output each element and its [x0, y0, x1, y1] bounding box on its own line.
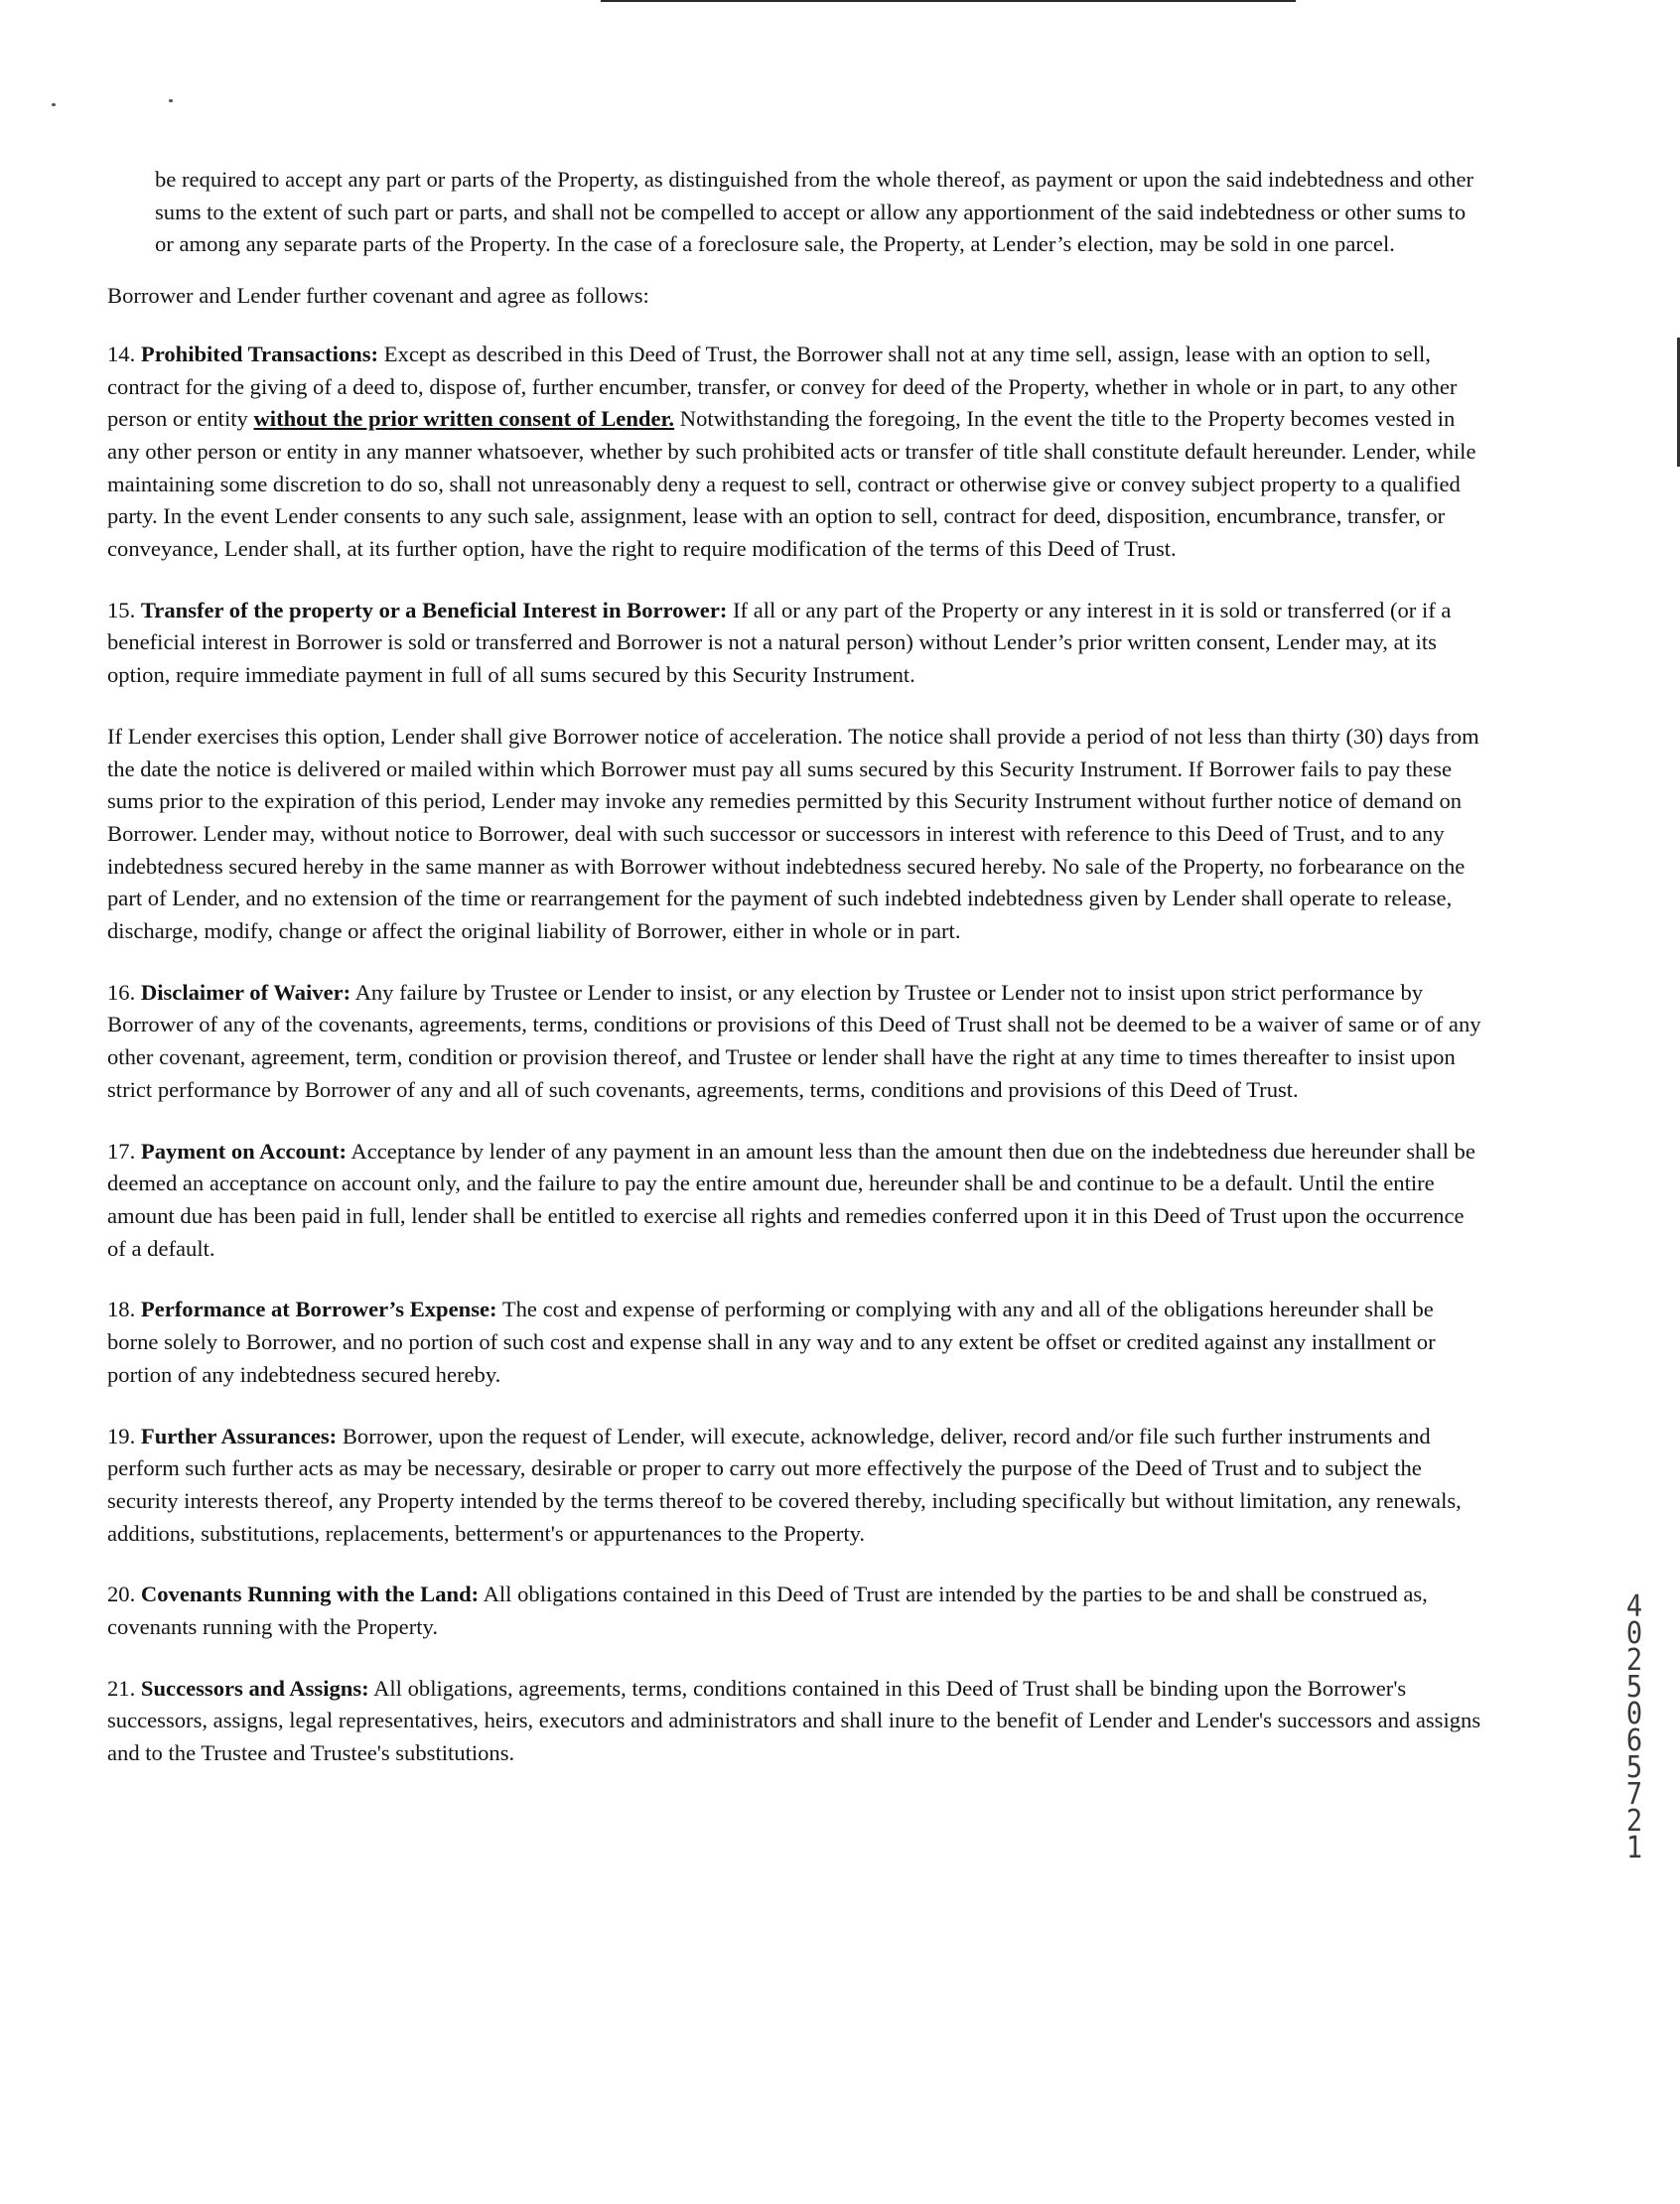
scan-artifact-top-line [601, 0, 1296, 2]
covenant-line: Borrower and Lender further covenant and agree as follows: [107, 283, 649, 309]
section-text: Borrower, upon the request of Lender, will execute, acknowledge, deliver, record and/or file such further instruments and perform such further acts as may be necessary, desirable or proper to carry out more effectively the purpose of the Deed of Trust and to subject the security interests thereof, any Property intended by the terms thereof to be covered thereby, including specifically but without limitation, any renewals, additions, substitutions, replacements, betterment's or appurtenances to the Property. [107, 1423, 1462, 1546]
section-number: 19. [107, 1423, 136, 1448]
section-20 [107, 1579, 1482, 1643]
section-heading: Prohibited Transactions: [140, 341, 379, 366]
section-18 [107, 1294, 1482, 1391]
section-number: 20. [107, 1582, 136, 1607]
section-heading: Successors and Assigns: [140, 1675, 369, 1701]
section-heading: Transfer of the property or a Beneficial Interest in Borrower: [140, 597, 728, 622]
section-number: 18. [107, 1297, 136, 1322]
section-17 [107, 1136, 1482, 1266]
section-number: 16. [107, 979, 136, 1005]
intro-paragraph: be required to accept any part or parts of the Property, as distinguished from the whole thereof, as payment or upon the said indebtedness and other sums to the extent of such part or parts, and shall not be compelled to accept or allow any apportionment of the said indebtedness or other sums to or among any separate parts of the Property. In the case of a foreclosure sale, the Property, at Lender’s election, may be sold in one parcel. [155, 167, 1474, 257]
section-15-continuation: If Lender exercises this option, Lender shall give Borrower notice of acceleration. The notice shall provide a period of not less than thirty (30) days from the date the notice is delivered or mailed within which Borrower must pay all sums secured by this Security Instrument. If Borrower fails to pay these sums prior to the expiration of this period, Lender may invoke any remedies permitted by this Security Instrument without further notice of demand on Borrower. Lender may, without notice to Borrower, deal with such successor or successors in interest with reference to this Deed of Trust, and to any indebtedness secured hereby in the same manner as with Borrower without indebtedness secured hereby. No sale of the Property, no forbearance on the part of Lender, and no extension of the time or rearrangement for the payment of such indebted indebtedness given by Lender shall operate to release, discharge, modify, change or affect the original liability of Borrower, either in whole or in part. [107, 723, 1479, 944]
section-heading: Further Assurances: [140, 1423, 338, 1448]
margin-stamp-text: 40250 65721 [1625, 1589, 1643, 1865]
section-number: 14. [107, 341, 136, 366]
section-number: 15. [107, 597, 136, 622]
scan-artifact-dot [52, 103, 56, 106]
section-14 [107, 339, 1482, 566]
document-page [107, 164, 1482, 1799]
section-15 [107, 595, 1482, 692]
section-text: The cost and expense of performing or complying with any and all of the obligations hereunder shall be borne solely to Borrower, and no portion of such cost and expense shall in any way and to any extent be offset or credited against any installment or portion of any indebtedness secured hereby. [107, 1297, 1436, 1387]
section-emphasis: without the prior written consent of Lender. [253, 406, 675, 432]
section-number: 17. [107, 1138, 136, 1164]
section-text: If all or any part of the Property or any interest in it is sold or transferred (or if a beneficial interest in Borrower is sold or transferred and Borrower is not a natural person) without Lender’s prior written consent, Lender may, at its option, require immediate payment in full of all sums secured by this Security Instrument. [107, 597, 1452, 688]
section-text: Acceptance by lender of any payment in an amount less than the amount then due on the indebtedness due hereunder shall be deemed an acceptance on account only, and the failure to pay the entire amount due, hereunder shall be and continue to be a default. Until the entire amount due has been paid in full, lender shall be entitled to exercise all rights and remedies conferred upon it in this Deed of Trust upon the occurrence of a default. [107, 1138, 1475, 1261]
section-text: All obligations contained in this Deed of Trust are intended by the parties to be and shall be construed as, covenants running with the Property. [107, 1582, 1428, 1640]
section-16 [107, 977, 1482, 1107]
section-text-continued: Notwithstanding the foregoing, In the event the title to the Property becomes vested in any other person or entity in any manner whatsoever, whether by such prohibited acts or transfer of title shall constitute default hereunder. Lender, while maintaining some discretion to do so, shall not unreasonably deny a request to sell, contract or otherwise give or convey subject property to a qualified party. In the event Lender consents to any such sale, assignment, lease with an option to sell, contract for deed, disposition, encumbrance, transfer, or conveyance, Lender shall, at its further option, have the right to require modification of the terms of this Deed of Trust. [107, 406, 1476, 562]
section-21 [107, 1673, 1482, 1770]
margin-stamp-number [1617, 1589, 1651, 1865]
section-number: 21. [107, 1675, 136, 1701]
section-heading: Disclaimer of Waiver: [140, 979, 351, 1005]
section-heading: Performance at Borrower’s Expense: [140, 1297, 497, 1322]
section-text: All obligations, agreements, terms, conditions contained in this Deed of Trust shall be binding upon the Borrower's successors, assigns, legal representatives, heirs, executors and administrators and shall inure to the benefit of Lender and Lender's successors and assigns and to the Trustee and Trustee's substitutions. [107, 1675, 1481, 1766]
section-19 [107, 1421, 1482, 1551]
section-heading: Payment on Account: [140, 1138, 348, 1164]
section-heading: Covenants Running with the Land: [140, 1582, 480, 1607]
scan-artifact-dot [169, 99, 173, 102]
section-text: Except as described in this Deed of Trust, the Borrower shall not at any time sell, assign, lease with an option to sell, contract for the giving of a deed to, dispose of, further encumber, transfer, or convey for deed of the Property, whether in whole or in part, to any other person or entity [107, 341, 1458, 432]
section-text: Any failure by Trustee or Lender to insist, or any election by Trustee or Lender not to insist upon strict performance by Borrower of any of the covenants, agreements, terms, conditions or provisions of this Deed of Trust shall not be deemed to be a waiver of same or of any other covenant, agreement, term, condition or provision thereof, and Trustee or lender shall have the right at any time to times thereafter to insist upon strict performance by Borrower of any and all of such covenants, agreements, terms, conditions and provisions of this Deed of Trust. [107, 979, 1481, 1102]
